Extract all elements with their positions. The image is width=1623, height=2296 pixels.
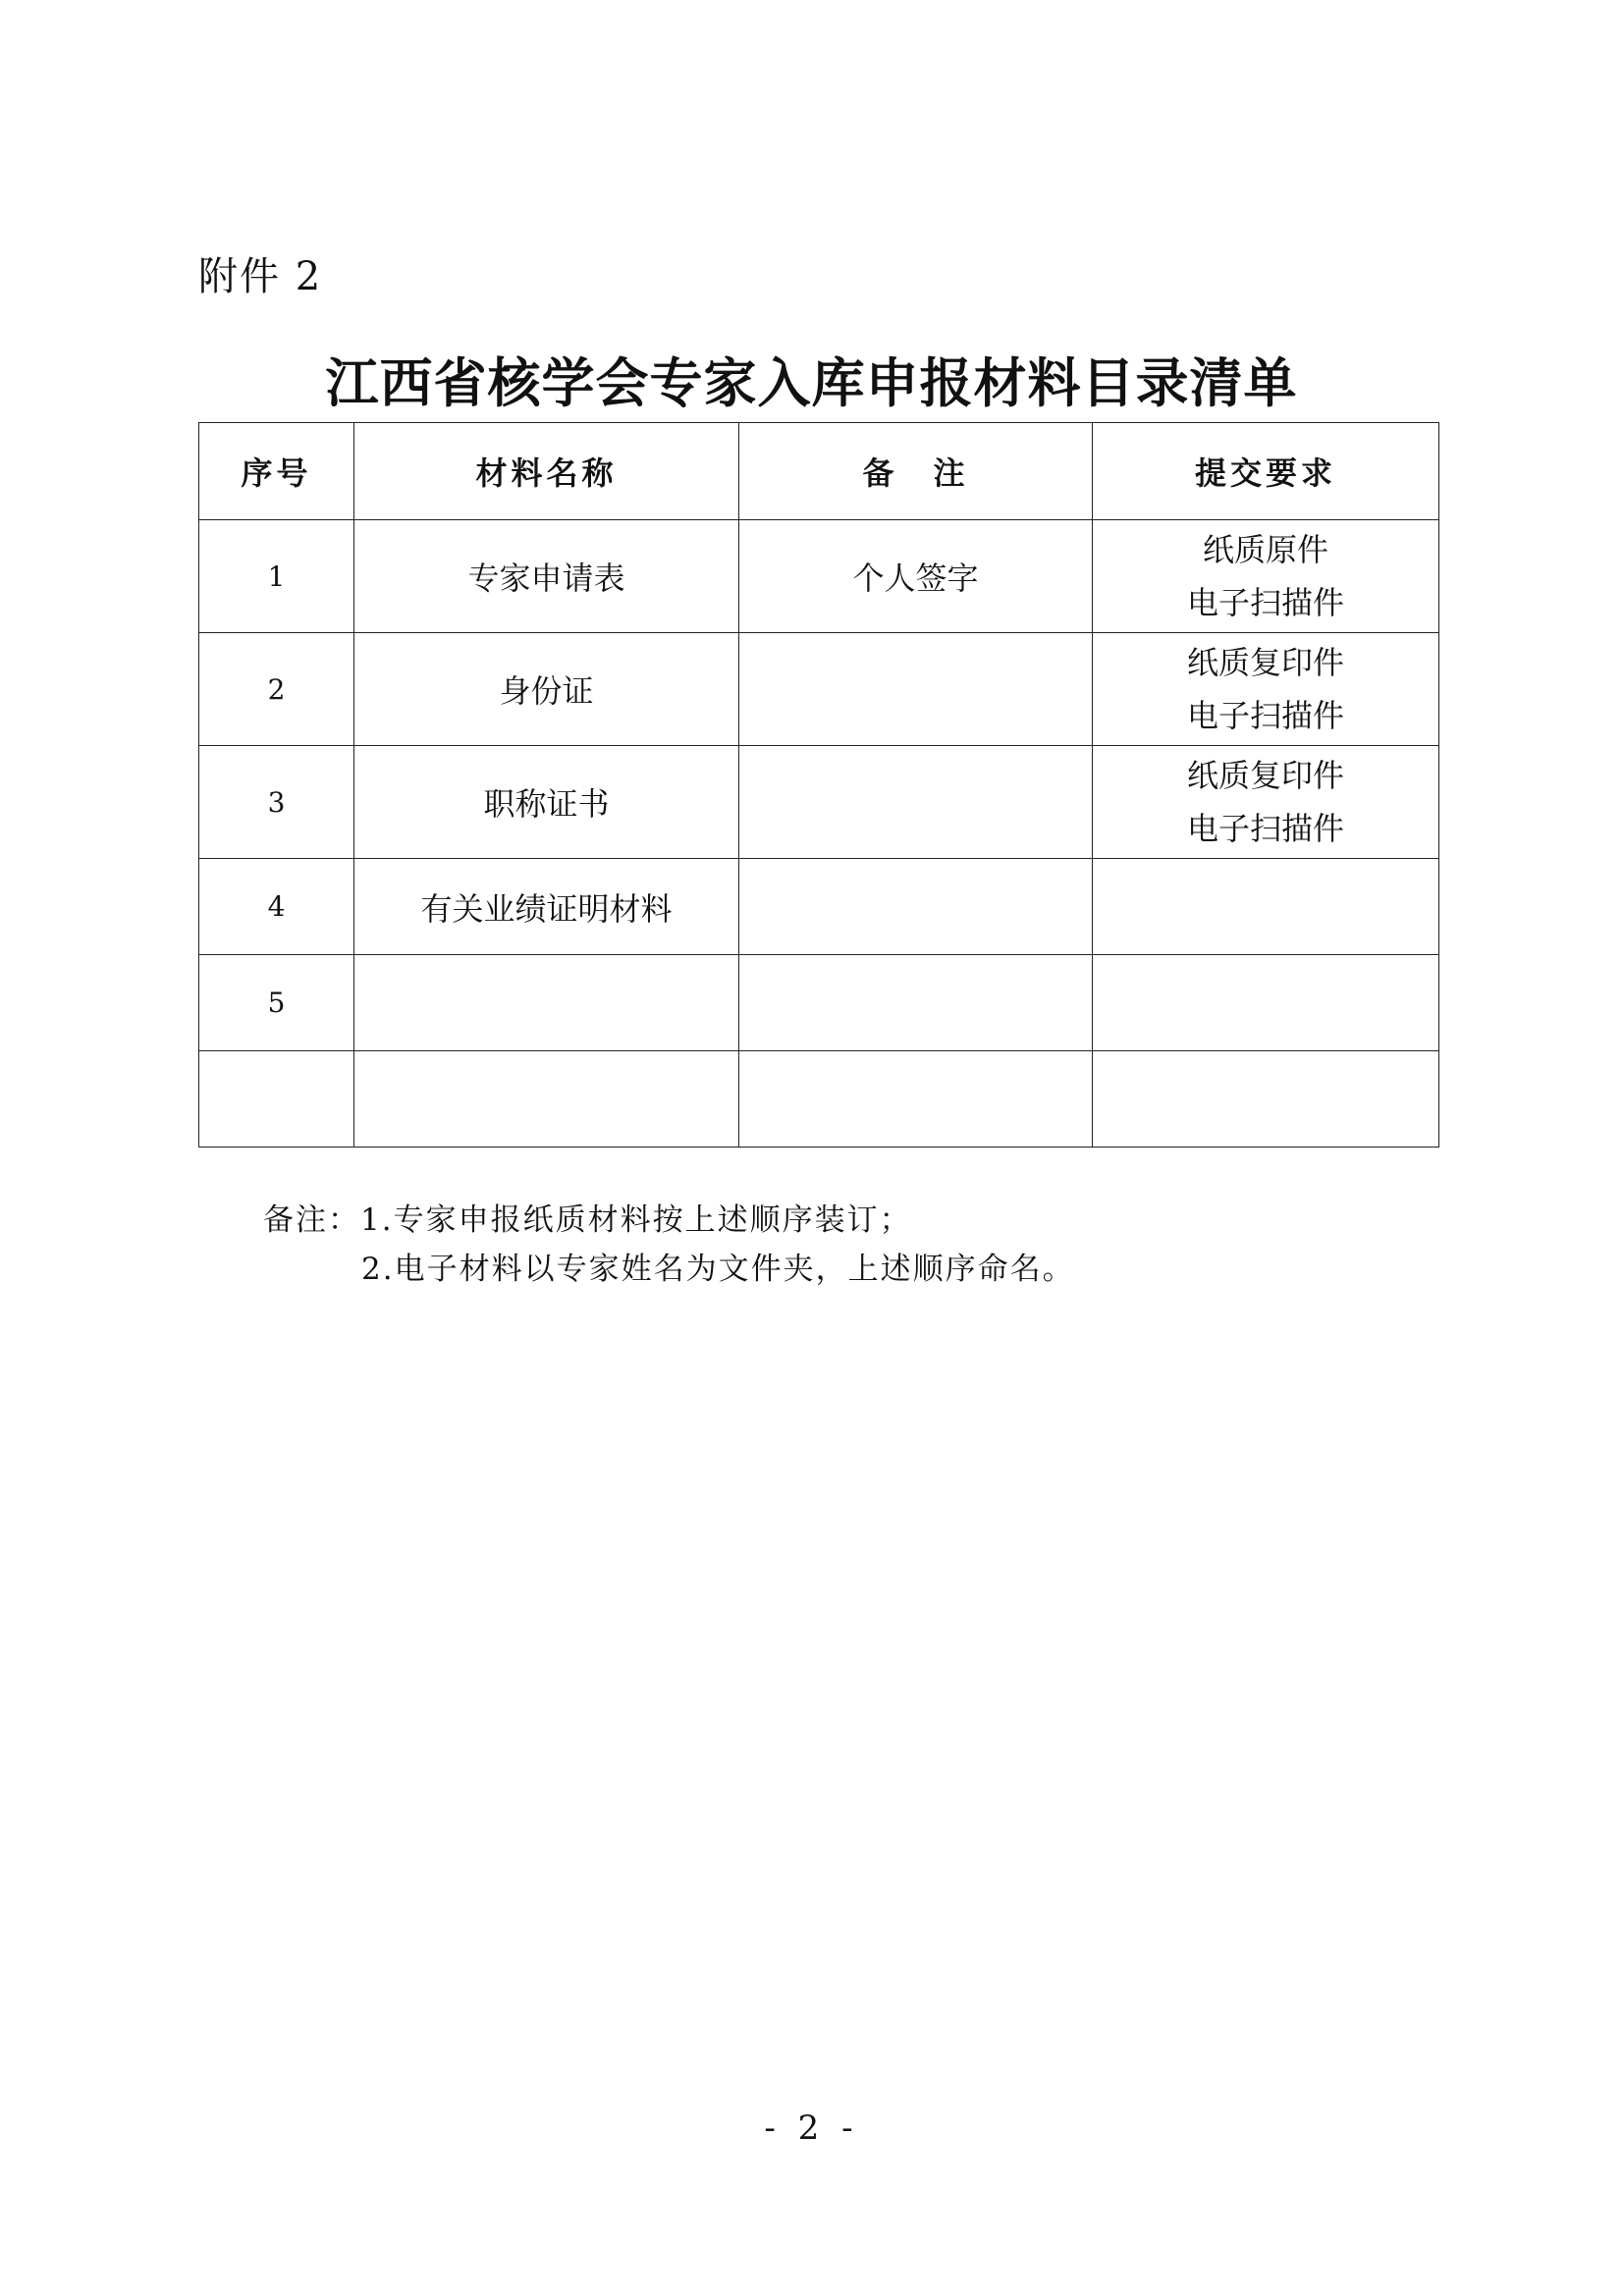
table-row [199,859,1439,955]
requirement-line: 电子扫描件 [1186,697,1344,734]
header-requirement: 提交要求 [1093,423,1439,520]
requirement-line: 纸质复印件 [1186,644,1344,681]
row-requirement [1093,520,1439,633]
row-seq: 3 [199,746,354,859]
row-remark [739,1051,1093,1148]
row-requirement [1093,1051,1439,1148]
table-row [199,955,1439,1051]
table-row [199,633,1439,746]
row-name [354,1051,739,1148]
requirement-line: 电子扫描件 [1186,810,1344,847]
note-line-1: 备注：1.专家申报纸质材料按上述顺序装订； [263,1202,912,1238]
row-remark: 个人签字 [739,520,1093,633]
requirement-line: 纸质原件 [1202,531,1328,568]
row-seq: 1 [199,520,354,633]
materials-table [198,422,1439,1148]
row-name: 职称证书 [354,746,739,859]
row-requirement [1093,859,1439,955]
table-row [199,520,1439,633]
row-remark [739,859,1093,955]
table-row [199,1051,1439,1148]
row-name: 有关业绩证明材料 [354,859,739,955]
attachment-label: 附件 2 [198,254,323,299]
header-name: 材料名称 [354,423,739,520]
row-seq: 4 [199,859,354,955]
row-seq [199,1051,354,1148]
row-requirement [1093,746,1439,859]
row-seq: 2 [199,633,354,746]
row-name [354,955,739,1051]
document-title: 江西省核学会专家入库申报材料目录清单 [325,351,1298,414]
row-remark [739,955,1093,1051]
row-name: 专家申请表 [354,520,739,633]
header-seq: 序号 [199,423,354,520]
requirement-line: 纸质复印件 [1186,757,1344,794]
table-row [199,746,1439,859]
page-number: - 2 - [764,2109,859,2148]
table-header-row [199,423,1439,520]
row-seq: 5 [199,955,354,1051]
row-remark [739,633,1093,746]
row-requirement [1093,633,1439,746]
notes-block [263,1196,1075,1294]
row-name: 身份证 [354,633,739,746]
row-requirement [1093,955,1439,1051]
header-remark: 备 注 [739,423,1093,520]
row-remark [739,746,1093,859]
note-line-2: 2.电子材料以专家姓名为文件夹，上述顺序命名。 [361,1252,1075,1287]
requirement-line: 电子扫描件 [1186,584,1344,621]
